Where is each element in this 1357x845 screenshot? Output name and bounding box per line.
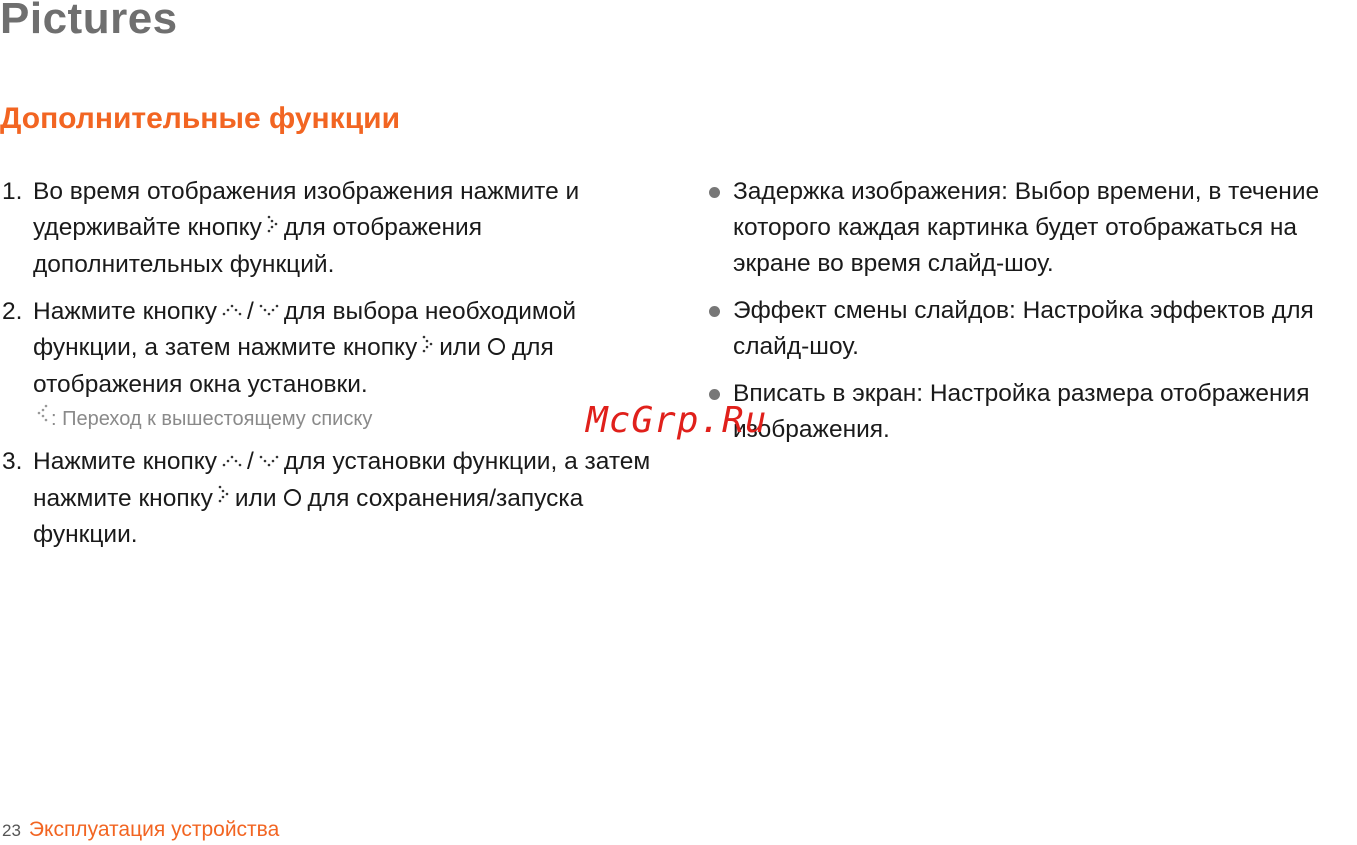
step-2 <box>0 294 670 434</box>
bullet-text: Задержка изображения: Выбор времени, в течение которого каждая картинка будет отображаться на экране во время слайд-шоу. <box>733 178 1320 277</box>
right-arrow-icon <box>421 329 435 365</box>
footer <box>2 818 279 842</box>
bullet-dot-icon <box>709 306 720 317</box>
separator: / <box>247 448 254 476</box>
step-3 <box>0 444 670 553</box>
left-arrow-icon <box>35 403 49 431</box>
step-note <box>33 405 670 434</box>
bullet-item <box>706 174 1357 282</box>
ok-circle-icon <box>284 489 301 506</box>
step-text: Нажмите кнопку <box>33 448 218 476</box>
footer-chapter: Эксплуатация устройства <box>28 818 280 841</box>
step-text: Во время отображения изображения нажмите и удерживайте кнопку <box>33 178 580 241</box>
steps-column <box>0 174 670 564</box>
step-text: для сохранения/запуска функции. <box>33 484 584 549</box>
bullet-text: Вписать в экран: Настройка размера отображения изображения. <box>733 380 1310 443</box>
bullet-dot-icon <box>709 187 720 198</box>
step-text: для выбора необходимой функции, а затем нажмите кнопку <box>33 297 577 362</box>
ok-circle-icon <box>488 338 505 355</box>
page-number: 23 <box>2 821 21 840</box>
bullet-text: Эффект смены слайдов: Настройка эффектов для слайд-шоу. <box>733 297 1314 360</box>
right-arrow-icon <box>266 209 280 245</box>
right-arrow-icon <box>217 479 231 515</box>
step-1 <box>0 174 670 283</box>
step-text: для отображения дополнительных функций. <box>33 214 482 278</box>
up-arrow-icon <box>221 443 243 479</box>
bullets-column <box>706 174 1357 459</box>
down-arrow-icon <box>258 443 280 479</box>
bullet-item <box>706 376 1357 448</box>
bullet-item <box>706 293 1357 365</box>
up-arrow-icon <box>221 292 243 328</box>
watermark: McGrp.Ru <box>586 400 768 441</box>
bullet-dot-icon <box>709 389 720 400</box>
step-text: или <box>439 334 481 362</box>
separator: / <box>247 297 254 325</box>
step-text: для установки функции, а затем нажмите кнопку <box>33 448 651 512</box>
step-text: для отображения окна установки. <box>33 334 554 398</box>
note-text: : Переход к вышестоящему списку <box>51 407 373 430</box>
down-arrow-icon <box>258 292 280 328</box>
step-text: Нажмите кнопку <box>33 297 218 325</box>
step-number: 3. <box>2 448 23 476</box>
section-title: Дополнительные функции <box>0 102 401 135</box>
page-title: Pictures <box>0 0 178 43</box>
step-number: 1. <box>2 178 23 205</box>
step-text: или <box>234 484 277 512</box>
step-number: 2. <box>2 297 23 325</box>
